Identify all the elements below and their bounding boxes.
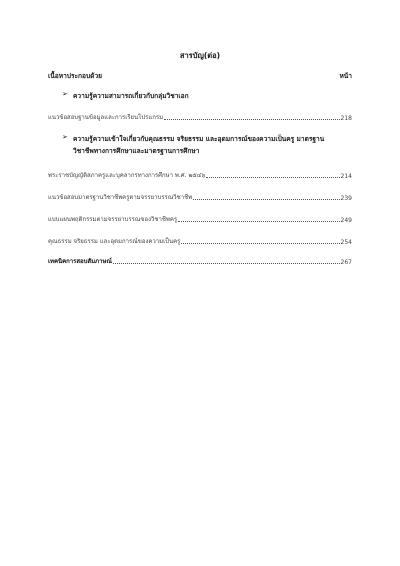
arrow-bullet-icon: ➢ bbox=[62, 90, 68, 98]
dot-leader bbox=[181, 243, 339, 244]
toc-entry[interactable] bbox=[48, 236, 352, 246]
section-heading-text: ความรู้ความเข้าใจเกี่ยวกับคุณธรรม จริยธรรม และอุดมการณ์ของความเป็นครู มาตรฐาน bbox=[73, 135, 325, 143]
dot-leader bbox=[113, 263, 340, 264]
toc-entry[interactable] bbox=[48, 170, 352, 180]
contents-label: เนื้อหาประกอบด้วย bbox=[48, 72, 103, 80]
toc-entry[interactable] bbox=[48, 112, 352, 122]
dot-leader bbox=[178, 221, 339, 222]
toc-entry-page: 254 bbox=[340, 239, 352, 246]
toc-entry[interactable] bbox=[48, 214, 352, 224]
page-title: สารบัญ(ต่อ) bbox=[179, 51, 221, 60]
toc-entry-label: พระราชบัญญัติสภาครูและบุคลากรทางการศึกษา พ.ศ. ๒๕๔๖ bbox=[48, 172, 206, 179]
section-heading-text-line2: วิชาชีพทางการศึกษาและมาตรฐานการศึกษา bbox=[73, 147, 200, 155]
toc-entry-label: แนวข้อสอบมาตรฐานวิชาชีพครูตามจรรยาบรรณวิชาชีพ bbox=[48, 194, 193, 201]
section-heading bbox=[62, 133, 352, 157]
toc-entry-page: 218 bbox=[340, 115, 352, 122]
toc-entry-label: แนวข้อสอบฐานข้อมูลและการเรียนโปรแกรม bbox=[48, 114, 164, 121]
dot-leader bbox=[206, 177, 339, 178]
toc-entry[interactable] bbox=[48, 192, 352, 202]
page-column-label: หน้า bbox=[339, 72, 352, 80]
toc-entry-label: คุณธรรม จริยธรรม และอุดมการณ์ของความเป็นครู bbox=[48, 238, 181, 245]
toc-entry-label: แบบแผนพฤติกรรมตามจรรยาบรรณของวิชาชีพครู bbox=[48, 216, 178, 223]
dot-leader bbox=[193, 199, 339, 200]
dot-leader bbox=[164, 119, 339, 120]
toc-entry-label: เทคนิคการสอบสัมภาษณ์ bbox=[48, 258, 112, 265]
toc-entry-page: 267 bbox=[340, 259, 352, 266]
toc-entry-page: 214 bbox=[340, 173, 352, 180]
toc-entry-page: 239 bbox=[340, 195, 352, 202]
section-heading bbox=[62, 90, 352, 102]
section-heading-text: ความรู้ความสามารถเกี่ยวกับกลุ่มวิชาเอก bbox=[73, 92, 189, 100]
toc-entry-final[interactable] bbox=[48, 256, 352, 266]
contents-header bbox=[48, 70, 352, 81]
toc-entry-page: 249 bbox=[340, 217, 352, 224]
arrow-bullet-icon: ➢ bbox=[62, 133, 68, 141]
